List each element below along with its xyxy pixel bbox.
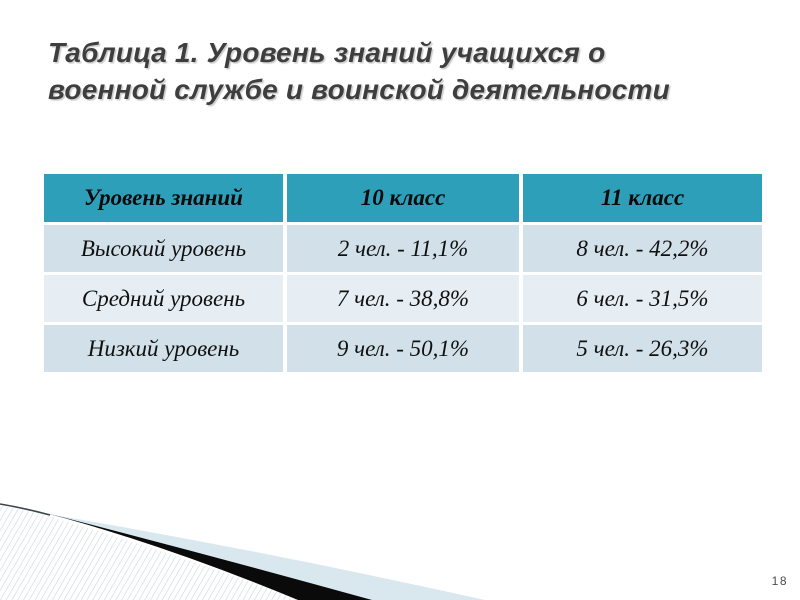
table-cell-low-grade10: 9 чел. - 50,1% <box>287 325 519 372</box>
table-cell-medium-grade11: 6 чел. - 31,5% <box>523 275 762 322</box>
table-header-grade11: 11 класс <box>523 174 762 222</box>
slide-title <box>48 34 758 108</box>
table-header-grade10: 10 класс <box>287 174 519 222</box>
slide-title-line-2: военной службе и воинской деятельности <box>48 74 670 105</box>
table-cell-high-grade11: 8 чел. - 42,2% <box>523 225 762 272</box>
thin-edge-line <box>0 504 50 515</box>
black-swoosh <box>46 513 372 600</box>
table-header-level: Уровень знаний <box>44 174 283 222</box>
page-number: 18 <box>771 574 788 588</box>
table-cell-low-grade11: 5 чел. - 26,3% <box>523 325 762 372</box>
slide-title-line-1: Таблица 1. Уровень знаний учащихся о <box>48 37 606 68</box>
table-cell-medium-grade10: 7 чел. - 38,8% <box>287 275 519 322</box>
table-cell-low-level: Низкий уровень <box>44 325 283 372</box>
table-cell-medium-level: Средний уровень <box>44 275 283 322</box>
hatched-triangle <box>0 506 302 600</box>
table-cell-high-grade10: 2 чел. - 11,1% <box>287 225 519 272</box>
knowledge-levels-table <box>44 174 762 372</box>
table-cell-high-level: Высокий уровень <box>44 225 283 272</box>
pale-blue-wedge <box>48 514 485 600</box>
